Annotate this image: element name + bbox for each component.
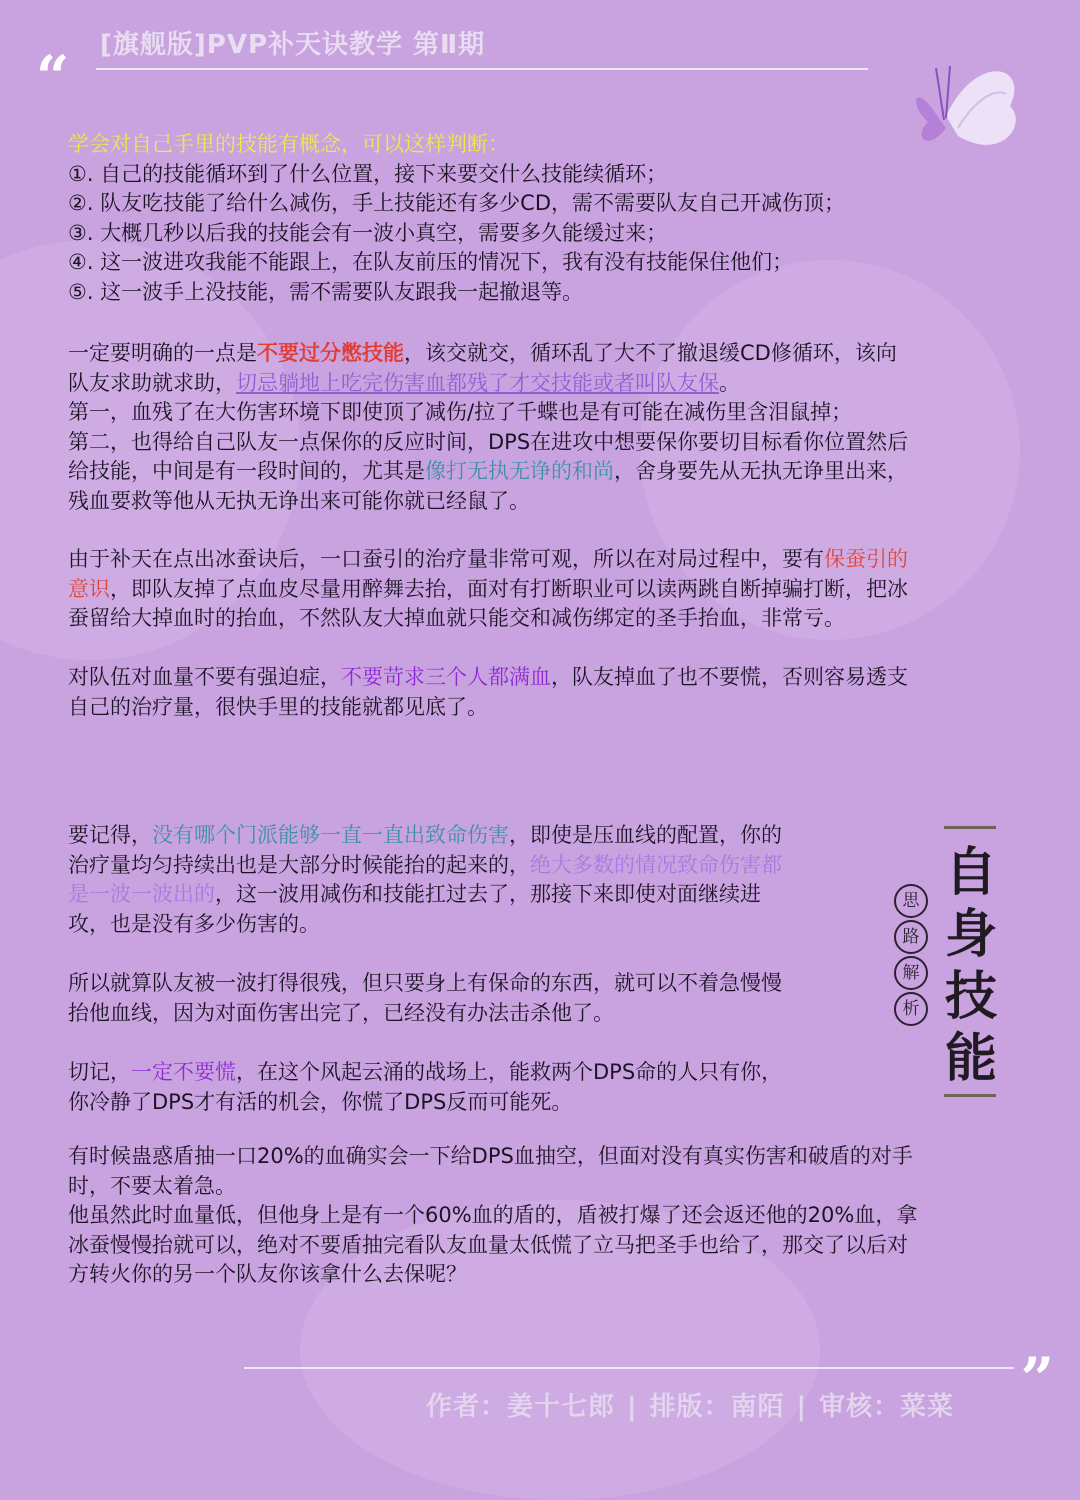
text-span: ，队友掉血了也不要慌，否则容易透支 xyxy=(551,665,908,689)
paragraph-line xyxy=(68,575,1018,605)
side-section-title xyxy=(888,822,1004,1106)
paragraph-line xyxy=(68,851,868,881)
text-span: 切记， xyxy=(68,1060,131,1084)
text-span: 给技能，中间是有一段时间的，尤其是 xyxy=(68,459,425,483)
subtitle-char: 解 xyxy=(894,956,928,990)
review-credit: 审核：菜菜 xyxy=(819,1392,955,1422)
side-divider xyxy=(944,1094,996,1097)
text-span: ，即队友掉了点血皮尽量用醉舞去抬，面对有打断职业可以读两跳自断掉骗打断，把冰 xyxy=(110,576,908,601)
layout-credit: 排版：南陌 xyxy=(649,1392,785,1422)
paragraph-burst-damage xyxy=(68,821,868,939)
title-char: 技 xyxy=(944,966,997,1027)
list-item: ③. 大概几秒以后我的技能会有一波小真空，需要多久能缓过来； xyxy=(68,220,668,245)
paragraph-line xyxy=(68,663,1018,693)
list-item: ⑤. 这一波手上没技能，需不需要队友跟我一起撤退等。 xyxy=(68,279,584,304)
text-span: 要记得， xyxy=(68,823,152,847)
highlight-text: 一定不要慌 xyxy=(131,1060,236,1084)
paragraph-line xyxy=(68,339,1018,369)
list-item: ④. 这一波进攻我能不能跟上，在队友前压的情况下，我有没有技能保住他们； xyxy=(68,250,794,274)
paragraph-line xyxy=(68,1058,868,1088)
text-span: ，即使是压血线的配置，你的 xyxy=(509,823,782,847)
text-span: ，这一波用减伤和技能扛过去了，那接下来即使对面继续进 xyxy=(215,882,761,906)
paragraph-line xyxy=(68,457,1018,487)
text-span: 一定要明确的一点是 xyxy=(68,341,257,365)
paragraph-line: 抬他血线，因为对面伤害出完了，已经没有办法击杀他了。 xyxy=(68,1000,614,1025)
paragraph-line: 方转火你的另一个队友你该拿什么去保呢？ xyxy=(68,1262,467,1286)
side-divider xyxy=(944,826,996,829)
text-span: 。 xyxy=(719,370,740,395)
highlight-text: 是一波一波出的 xyxy=(68,882,215,906)
paragraph-line xyxy=(68,369,1018,399)
paragraph-line xyxy=(68,545,1018,575)
paragraph-line: 时，不要太着急。 xyxy=(68,1173,236,1198)
text-span: 治疗量均匀持续出也是大部分时候能抬的起来的， xyxy=(68,852,530,877)
paragraph-line: 自己的治疗量，很快手里的技能就都见底了。 xyxy=(68,694,488,719)
highlight-text: 保蚕引的 xyxy=(824,547,908,571)
paragraph-stay-calm xyxy=(68,1058,868,1117)
credit-separator: | xyxy=(796,1392,808,1422)
paragraph-line: 攻，也是没有多少伤害的。 xyxy=(68,911,320,936)
text-span: ，舍身要先从无执无诤里出来， xyxy=(614,459,908,483)
paragraph-line: 所以就算队友被一波打得很残，但只要身上有保命的东西，就可以不着急慢慢 xyxy=(68,971,782,995)
author-credit: 作者：姜十七郎 xyxy=(426,1392,616,1422)
paragraph-line xyxy=(68,821,868,851)
text-span: ，该交就交，循环乱了大不了撤退缓CD修循环，该向 xyxy=(404,341,897,365)
bottom-divider xyxy=(244,1367,1014,1369)
credit-separator: | xyxy=(627,1392,638,1422)
page-title: [旗舰版]PVP补天诀教学 第Ⅱ期 xyxy=(100,30,486,60)
close-quote-icon: ” xyxy=(1020,1345,1054,1413)
paragraph-line: 你冷静了DPS才有活的机会，你慌了DPS反而可能死。 xyxy=(68,1089,573,1114)
highlight-text: 意识 xyxy=(68,576,110,601)
title-char: 自 xyxy=(944,842,997,903)
highlight-text: 切忌躺地上吃完伤害血都残了才交技能或者叫队友保 xyxy=(236,370,719,395)
list-item: ①. 自己的技能循环到了什么位置，接下来要交什么技能续循环； xyxy=(68,161,668,186)
paragraph-line: 有时候蛊惑盾抽一口20%的血确实会一下给DPS血抽空，但面对没有真实伤害和破盾的对手 xyxy=(68,1144,913,1168)
text-span: 由于补天在点出冰蚕诀后，一口蚕引的治疗量非常可观，所以在对局过程中，要有 xyxy=(68,547,824,571)
credits-footer xyxy=(426,1386,954,1423)
highlight-text: 没有哪个门派能够一直一直出致命伤害 xyxy=(152,823,509,847)
paragraph-line: 他虽然此时血量低，但他身上是有一个60%血的盾的，盾被打爆了还会返还他的20%血，拿 xyxy=(68,1203,918,1227)
paragraph-line: 第二，也得给自己队友一点保你的反应时间，DPS在进攻中想要保你要切目标看你位置然后 xyxy=(68,429,909,454)
paragraph-line: 第一，血残了在大伤害环境下即使顶了减伤/拉了千蝶也是有可能在减伤里含泪鼠掉； xyxy=(68,400,853,424)
title-char: 身 xyxy=(944,904,997,965)
list-item: ②. 队友吃技能了给什么减伤，手上技能还有多少CD，需不需要队友自己开减伤顶； xyxy=(68,191,846,215)
subtitle-char: 思 xyxy=(894,884,928,918)
top-divider xyxy=(96,68,868,70)
title-char: 能 xyxy=(944,1028,997,1089)
paragraph-line xyxy=(68,880,868,910)
subtitle-char: 析 xyxy=(894,992,928,1026)
intro-section xyxy=(68,130,1018,307)
paragraph-skill-usage xyxy=(68,339,1018,516)
highlight-text: 像打无执无诤的和尚 xyxy=(425,459,614,483)
paragraph-line: 冰蚕慢慢抬就可以，绝对不要盾抽完看队友血量太低慌了立马把圣手也给了，那交了以后对 xyxy=(68,1232,908,1257)
subtitle-char: 路 xyxy=(894,920,928,954)
paragraph-shield xyxy=(68,1142,1018,1290)
intro-question: 学会对自己手里的技能有概念，可以这样判断： xyxy=(68,132,509,156)
text-span: 对队伍对血量不要有强迫症， xyxy=(68,665,341,689)
paragraph-line: 蚕留给大掉血时的抬血，不然队友大掉血就只能交和减伤绑定的圣手抬血，非常亏。 xyxy=(68,606,845,630)
paragraph-no-rush xyxy=(68,969,868,1028)
paragraph-silkworm xyxy=(68,545,1018,634)
highlight-text: 不要苛求三个人都满血 xyxy=(341,665,551,689)
highlight-text: 不要过分憋技能 xyxy=(257,341,404,365)
text-span: ，在这个风起云涌的战场上，能救两个DPS命的人只有你， xyxy=(236,1060,783,1084)
open-quote-icon: “ xyxy=(36,43,70,111)
text-span: 队友求助就求助， xyxy=(68,370,236,395)
paragraph-team-hp xyxy=(68,663,1018,722)
highlight-text: 绝大多数的情况致命伤害都 xyxy=(530,852,782,877)
paragraph-line: 残血要救等他从无执无诤出来可能你就已经鼠了。 xyxy=(68,488,530,513)
